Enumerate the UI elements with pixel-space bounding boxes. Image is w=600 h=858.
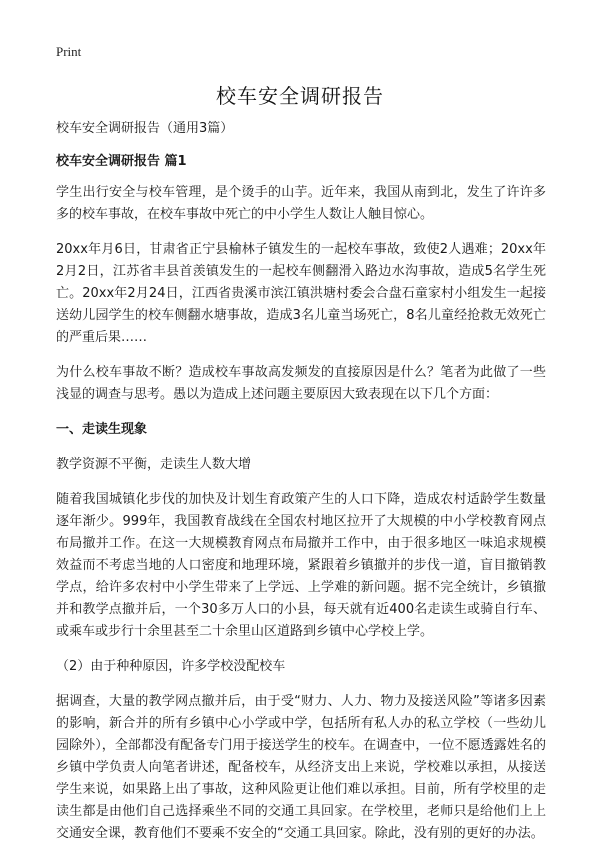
paragraph-no-school-bus: （2）由于种种原因，许多学校没配校车 — [56, 659, 286, 674]
print-link[interactable]: Print — [56, 44, 82, 59]
paragraph-intro: 学生出行安全与校车管理，是个烫手的山芋。近年来，我国从南到北，发生了许许多多的校车事故，在校车事故中死亡的中小学生人数让人触目惊心。 — [56, 185, 546, 222]
paragraph-incidents: 20xx年月6日，甘肃省正宁县榆林子镇发生的一起校车事故，致使2人遇难；20xx年2月2日，江苏省丰县首羡镇发生的一起校车侧翻滑入路边水沟事故，造成5名学生死亡。20xx年2月24日，江西省贵溪市滨江镇洪塘村委会合盘石童家村小组发生一起接送幼儿园学生的校车侧翻水塘事故，造成3名儿童当场死亡，8名儿童经抢救无效死亡的严重后果…… — [56, 242, 546, 345]
paragraph-survey: 据调查，大量的教学网点撤并后，由于受“财力、人力、物力及接送风险”等诸多因素的影响，新合并的所有乡镇中心小学或中学，包括所有私人办的私立学校（一些幼儿园除外），全部都没有配备专门用于接送学生的校车。在调查中，一位不愿透露姓名的乡镇中学负责人向笔者讲述，配备校车，从经济支出上来说，学校难以承担，从接送学生来说，如果路上出了事故，这种风险更让他们难以承担。目前，所有学校里的走读生都是由他们自己选择乘坐不同的交通工具回家。在学校里，老师只是给他们上上交通安全课，教育他们不要乘不安全的“交通工具回家。除此，没有别的更好的办法。 — [56, 694, 546, 841]
section-heading: 校车安全调研报告 篇1 — [56, 154, 187, 169]
paragraph-questions: 为什么校车事故不断？造成校车事故高发频发的直接原因是什么？笔者为此做了一些浅显的调查与思考。愚以为造成上述问题主要原因大致表现在以下几个方面： — [56, 365, 546, 402]
subheading-commuter-students: 一、走读生现象 — [56, 422, 148, 437]
paragraph-urbanization: 随着我国城镇化步伐的加快及计划生育政策产生的人口下降，造成农村适龄学生数量逐年渐少。999年，我国教育战线在全国农村地区拉开了大规模的中小学校教育网点布局撤并工作。在这一大规模教育网点布局撤并工作中，由于很多地区一味追求规模效益而不考虑当地的人口密度和地理环境，紧跟着乡镇撤并的步伐一道，盲目撤销教学点，给许多农村中小学生带来了上学远、上学难的新问题。据不完全统计，乡镇撤并和教学点撤并后，一个30多万人口的小县，每天就有近400名走读生或骑自行车、或乘车或步行十余里甚至二十余里山区道路到乡镇中心学校上学。 — [56, 492, 546, 639]
document-title: 校车安全调研报告 — [216, 84, 384, 108]
paragraph-resource-imbalance: 教学资源不平衡，走读生人数大增 — [56, 457, 252, 472]
document-subtitle: 校车安全调研报告（通用3篇） — [56, 121, 234, 136]
document-body — [56, 118, 546, 858]
